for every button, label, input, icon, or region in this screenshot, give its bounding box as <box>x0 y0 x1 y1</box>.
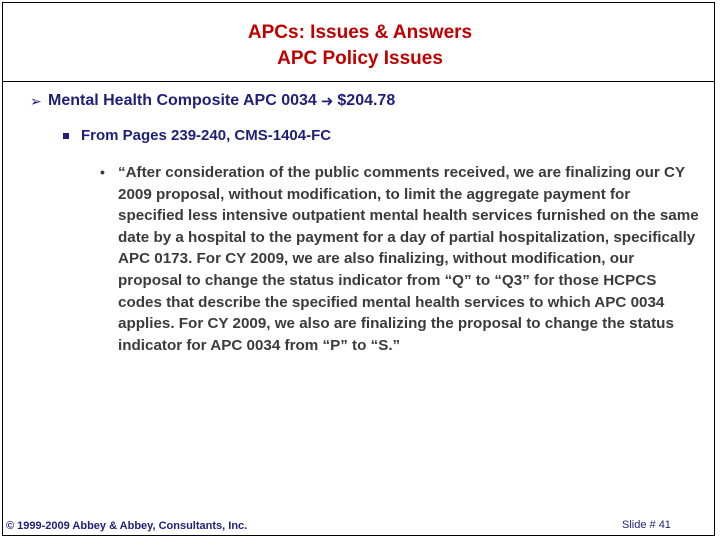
footer-copyright: © 1999-2009 Abbey & Abbey, Consultants, Inc. <box>6 520 248 532</box>
right-arrow-icon: ➜ <box>320 93 334 110</box>
title-line-2: APC Policy Issues <box>277 48 443 69</box>
bullet-2-text: From Pages 239-240, CMS-1404-FC <box>81 127 332 144</box>
bullet-3-quote: “After consideration of the public comments received, we are finalizing our CY 2009 proposal, without modification, to limit the aggregate payment for specified less intensive outpatient mental health services furnished on the same date by a hospital to the payment for a day of partial hospitalization, specifically APC 0173. For CY 2009, we are also finalizing, without modification, our proposal to change the status indicator from “Q” to “Q3” for those HCPCS codes that describe the specified mental health services to which APC 0034 applies. For CY 2009, we also are finalizing the proposal to change the status indicator for APC 0034 from “P” to “S.” <box>118 164 699 354</box>
title-line-1: APCs: Issues & Answers <box>247 22 473 43</box>
bullet-level-2 <box>63 127 331 144</box>
footer-slide-number: Slide # 41 <box>622 519 671 531</box>
bullet-1-text-after: $204.78 <box>337 92 396 109</box>
bullet-1-text-before: Mental Health Composite APC 0034 <box>48 92 317 109</box>
square-bullet-icon <box>63 133 69 139</box>
bullet-level-1 <box>30 92 395 110</box>
title-divider <box>2 81 715 82</box>
dot-bullet-icon: • <box>100 164 105 180</box>
bullet-level-3 <box>100 162 700 356</box>
arrow-bullet-icon: ➢ <box>30 92 42 109</box>
slide-title <box>12 20 708 72</box>
